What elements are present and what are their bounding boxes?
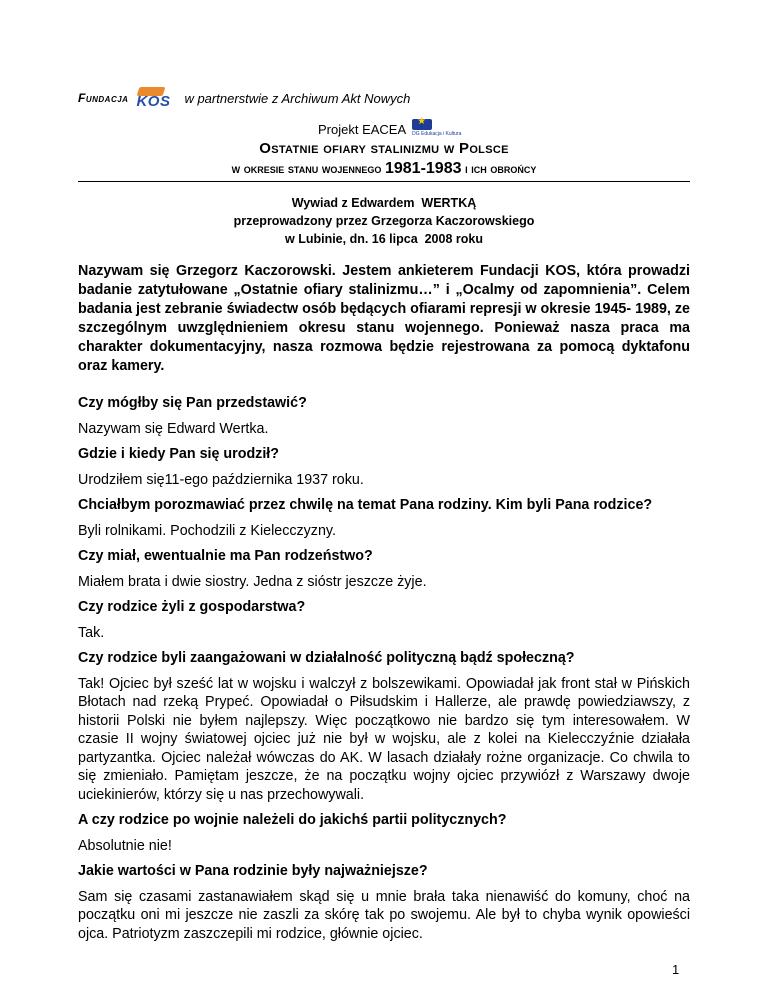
project-label: Projekt EACEA (318, 121, 407, 137)
interview-line3: w Lubinie, dn. 16 lipca 2008 roku (285, 232, 483, 246)
answer: Byli rolnikami. Pochodzili z Kielecczyzny. (78, 522, 336, 539)
question: A czy rodzice po wojnie należeli do jakichś partii politycznych? (78, 812, 507, 828)
document-subtitle (0, 160, 768, 178)
interview-line1: Wywiad z Edwardem WERTKĄ (291, 196, 477, 210)
title-line1: Ostatnie ofiary stalinizmu w Polsce (259, 140, 509, 157)
eu-logo (412, 119, 462, 139)
answer: Absolutnie nie! (78, 837, 172, 854)
partner-text: w partnerstwie z Archiwum Akt Nowych (184, 90, 411, 106)
document-title (0, 140, 768, 157)
interview-line2: przeprowadzony przez Grzegorza Kaczorowskiego (233, 214, 535, 228)
answer: Tak. (78, 624, 105, 641)
kos-logo (134, 87, 178, 109)
title-line2-after: i ich obrońcy (465, 161, 537, 176)
qa-section (78, 394, 690, 950)
question: Czy miał, ewentualnie ma Pan rodzeństwo? (78, 548, 373, 564)
header-partner-line (78, 86, 410, 110)
fundacja-label: Fundacja (78, 91, 129, 105)
answer: Nazywam się Edward Wertka. (78, 420, 269, 437)
page-number: 1 (672, 962, 680, 977)
interview-info (0, 194, 768, 248)
question: Chciałbym porozmawiać przez chwilę na temat Pana rodziny. Kim byli Pana rodzice? (78, 497, 653, 513)
answer: Urodziłem się11-ego października 1937 roku. (78, 471, 364, 488)
answer: Miałem brata i dwie siostry. Jedna z sióstr jeszcze żyje. (78, 573, 427, 590)
answer: Sam się czasami zastanawiałem skąd się u mnie brała taka nienawiść do komuny, choć na początku oni mi jeszcze nie zaszli za skórę tak po swojemu. Ale był to chyba wynik opowieści ojca. Patriotyzm zaszczepili mi rodzice, głównie ojciec. (78, 888, 690, 942)
answer: Tak! Ojciec był sześć lat w wojsku i walczył z bolszewikami. Opowiadał jak front stał w Pińskich Błotach nad rzeką Prypeć. Opowiadał o Piłsudskim i Hallerze, ale prawdę powiedziawszy, z historii Polski nie byłem najlepszy. Więc początkowo nie bardzo się tym interesowałem. W czasie II wojny światowej ojciec już nie był w wojsku, ale z kolei na Kielecczyźnie działała partyzantka. Ojciec należał wówczas do AK. W lasach działały rożne organizacje. Co chwila to się zmieniało. Pamiętam jeszcze, że na początku wojny ojciec przywiózł z Warszawy dwoje uciekinierów, którzy się u nas przechowywali. (78, 675, 690, 803)
title-divider (78, 181, 690, 182)
question: Czy rodzice żyli z gospodarstwa? (78, 599, 306, 615)
question: Jakie wartości w Pana rodzinie były najważniejsze? (78, 863, 428, 879)
eu-flag-icon (412, 119, 432, 130)
question: Czy rodzice byli zaangażowani w działalność polityczną bądź społeczną? (78, 650, 575, 666)
question: Gdzie i kiedy Pan się urodził? (78, 446, 280, 462)
title-years: 1981-1983 (384, 160, 462, 177)
kos-logo-text: KOS (136, 93, 171, 110)
project-line (318, 119, 462, 139)
title-line2-before: w okresie stanu wojennego (231, 161, 382, 176)
intro-paragraph: Nazywam się Grzegorz Kaczorowski. Jestem ankieterem Fundacji KOS, która prowadzi badanie zatytułowane „Ostatnie ofiary stalinizmu…” i „Ocalmy od zapomnienia”. Celem badania jest zebranie świadectw osób będących ofiarami represji w okresie 1945- 1989, ze szczególnym uwzględnieniem okresu stanu wojennego. Ponieważ nasza praca ma charakter dokumentacyjny, nasza rozmowa będzie rejestrowana za pomocą dyktafonu oraz kamery. (78, 263, 690, 374)
question: Czy mógłby się Pan przedstawić? (78, 395, 307, 411)
eu-logo-text: DG Edukacja i Kultura (412, 131, 462, 137)
